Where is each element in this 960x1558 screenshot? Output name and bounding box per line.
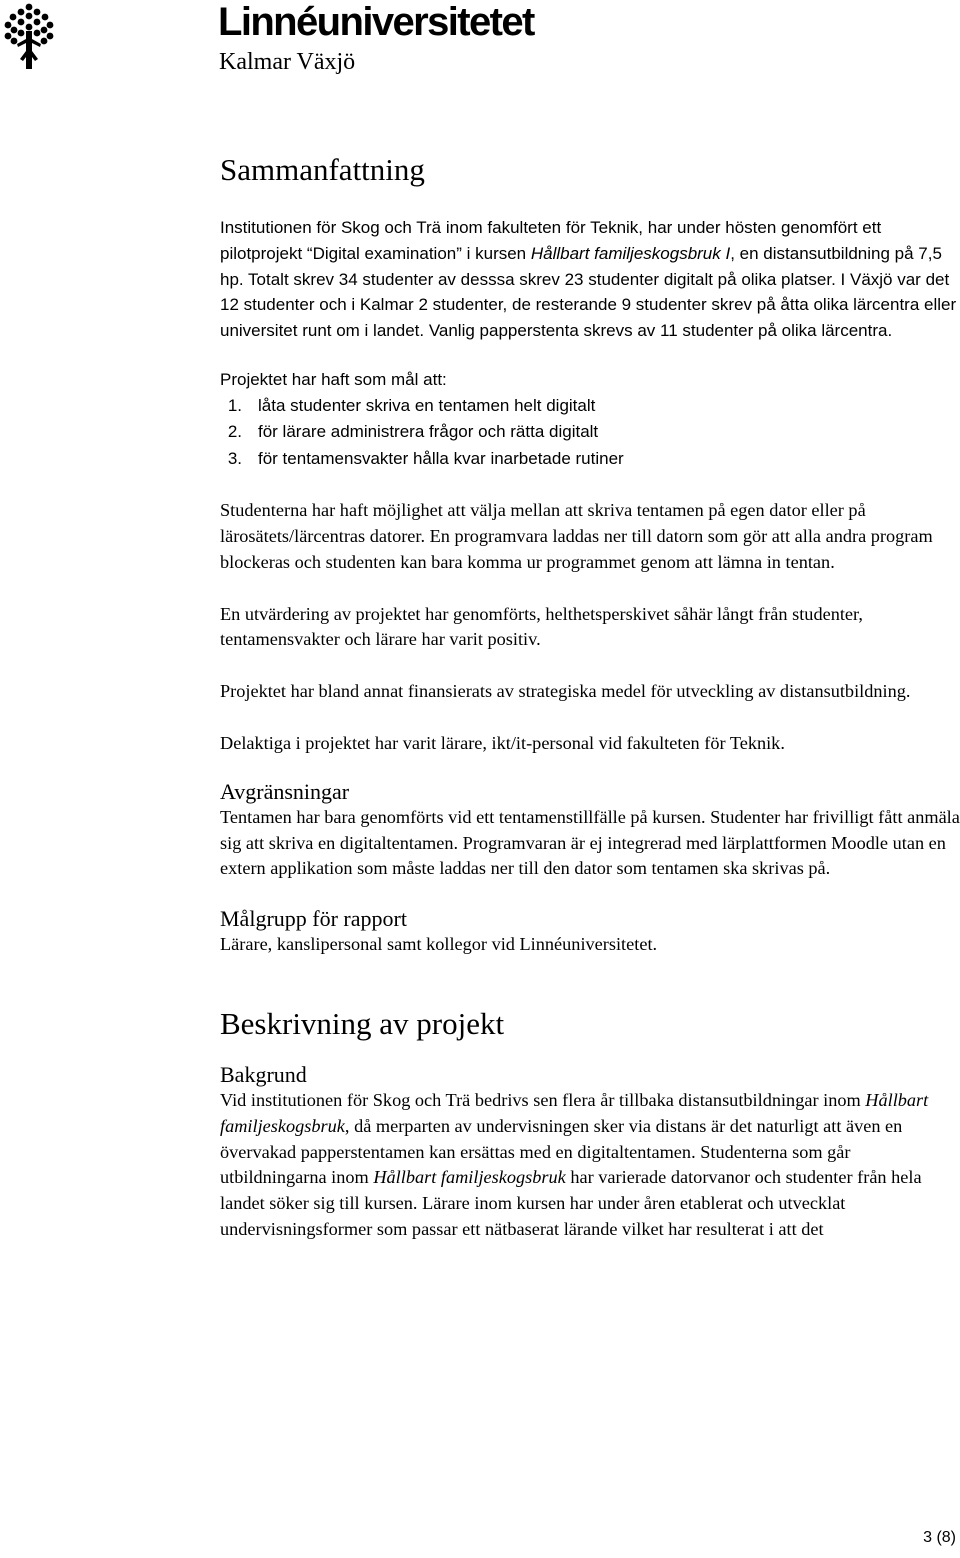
bakgrund-text-a: Vid institutionen för Skog och Trä bedrivs sen flera år tillbaka distansutbildningar inom (220, 1090, 866, 1111)
list-item (220, 393, 960, 420)
list-number: 1. (227, 395, 242, 415)
bakgrund-text-b: , då merparten av undervisningen sker via distans är det naturligt att även en övervakad papperstentamen kan ersättas med en digitaltentamen. Studenterna som går utbildningarna inom (220, 1115, 903, 1188)
summary-text-b: , en distansutbildning på 7,5 hp. Totalt skrev 34 studenter av desssa skrev 23 studenter digitalt på olika platser. I Växjö var det 12 studenter och i Kalmar 2 studenter, de resterande 9 studenter skrev på åtta olika lärcentra eller universitet runt om i landet. Vanlig papperstenta skrevs av 11 studenter på olika lärcentra. (220, 243, 957, 341)
subsection-title-bakgrund: Bakgrund (220, 1062, 307, 1088)
section-title-malgrupp: Målgrupp för rapport (220, 906, 407, 932)
page-number: 3 (8) (923, 1529, 956, 1546)
paragraph-funding: Projektet har bland annat finansierats av strategiska medel för utveckling av distansutbildning. (220, 681, 911, 702)
section-title-beskrivning: Beskrivning av projekt (220, 1006, 505, 1042)
brand-subtitle: Kalmar Växjö (219, 49, 356, 75)
tree-logo-icon (4, 3, 54, 71)
list-text: för tentamensvakter hålla kvar inarbetade rutiner (258, 448, 624, 468)
paragraph-bakgrund (220, 1088, 960, 1243)
list-text: för lärare administrera frågor och rätta digitalt (258, 422, 599, 442)
goals-list (220, 393, 960, 473)
brand-name: Linnéuniversitetet (218, 0, 534, 44)
course-name: Hållbart familjeskogsbruk (373, 1167, 566, 1188)
document-content (220, 150, 960, 1243)
list-item (220, 419, 960, 446)
list-number: 3. (227, 448, 242, 468)
paragraph-malgrupp: Lärare, kanslipersonal samt kollegor vid Linnéuniversitetet. (220, 934, 658, 955)
paragraph-evaluation: En utvärdering av projektet har genomförts, helthetsperskivet såhär långt från studenter, tentamensvakter och lärare har varit positiv. (220, 603, 863, 650)
section-title-sammanfattning: Sammanfattning (220, 152, 425, 187)
bakgrund-text-c: har varierade datorvanor och studenter från hela landet söker sig till kursen. Lärare inom kursen har under åren etablerat och utvecklat undervisningsformer som passar ett nätbaserat lärande vilket har resulterat i att det (220, 1167, 922, 1240)
summary-text-a: Institutionen för Skog och Trä inom fakulteten för Teknik, har under hösten genomfört ett pilotprojekt “Digital examination” i kursen (220, 218, 882, 263)
paragraph-avgransningar: Tentamen har bara genomförts vid ett tentamenstillfälle på kursen. Studenter har frivilligt fått anmäla sig att skriva en digitaltentamen. Programvaran är ej integrerad med lärplattformen Moodle utan en extern applikation som måste laddas ner till den dator som tentamen ska skrivas på. (220, 806, 960, 879)
list-text: låta studenter skriva en tentamen helt digitalt (258, 395, 596, 415)
list-number: 2. (227, 422, 242, 442)
paragraph-participants: Delaktiga i projektet har varit lärare, ikt/it-personal vid fakulteten för Teknik. (220, 733, 785, 754)
goals-intro: Projektet har haft som mål att: (220, 369, 447, 389)
section-title-avgransningar: Avgränsningar (220, 778, 350, 804)
course-name: Hållbart familjeskogsbruk (220, 1090, 929, 1136)
paragraph-options: Studenterna har haft möjlighet att välja mellan att skriva tentamen på egen dator eller på lärosätets/lärcentras datorer. En programvara laddas ner till datorn som gör att alla andra program blockeras och studenten kan bara komma ur programmet genom att lämna in tentan. (220, 500, 933, 572)
list-item (220, 446, 960, 473)
course-name: Hållbart familjeskogsbruk I (530, 243, 731, 263)
summary-paragraph (220, 215, 960, 344)
